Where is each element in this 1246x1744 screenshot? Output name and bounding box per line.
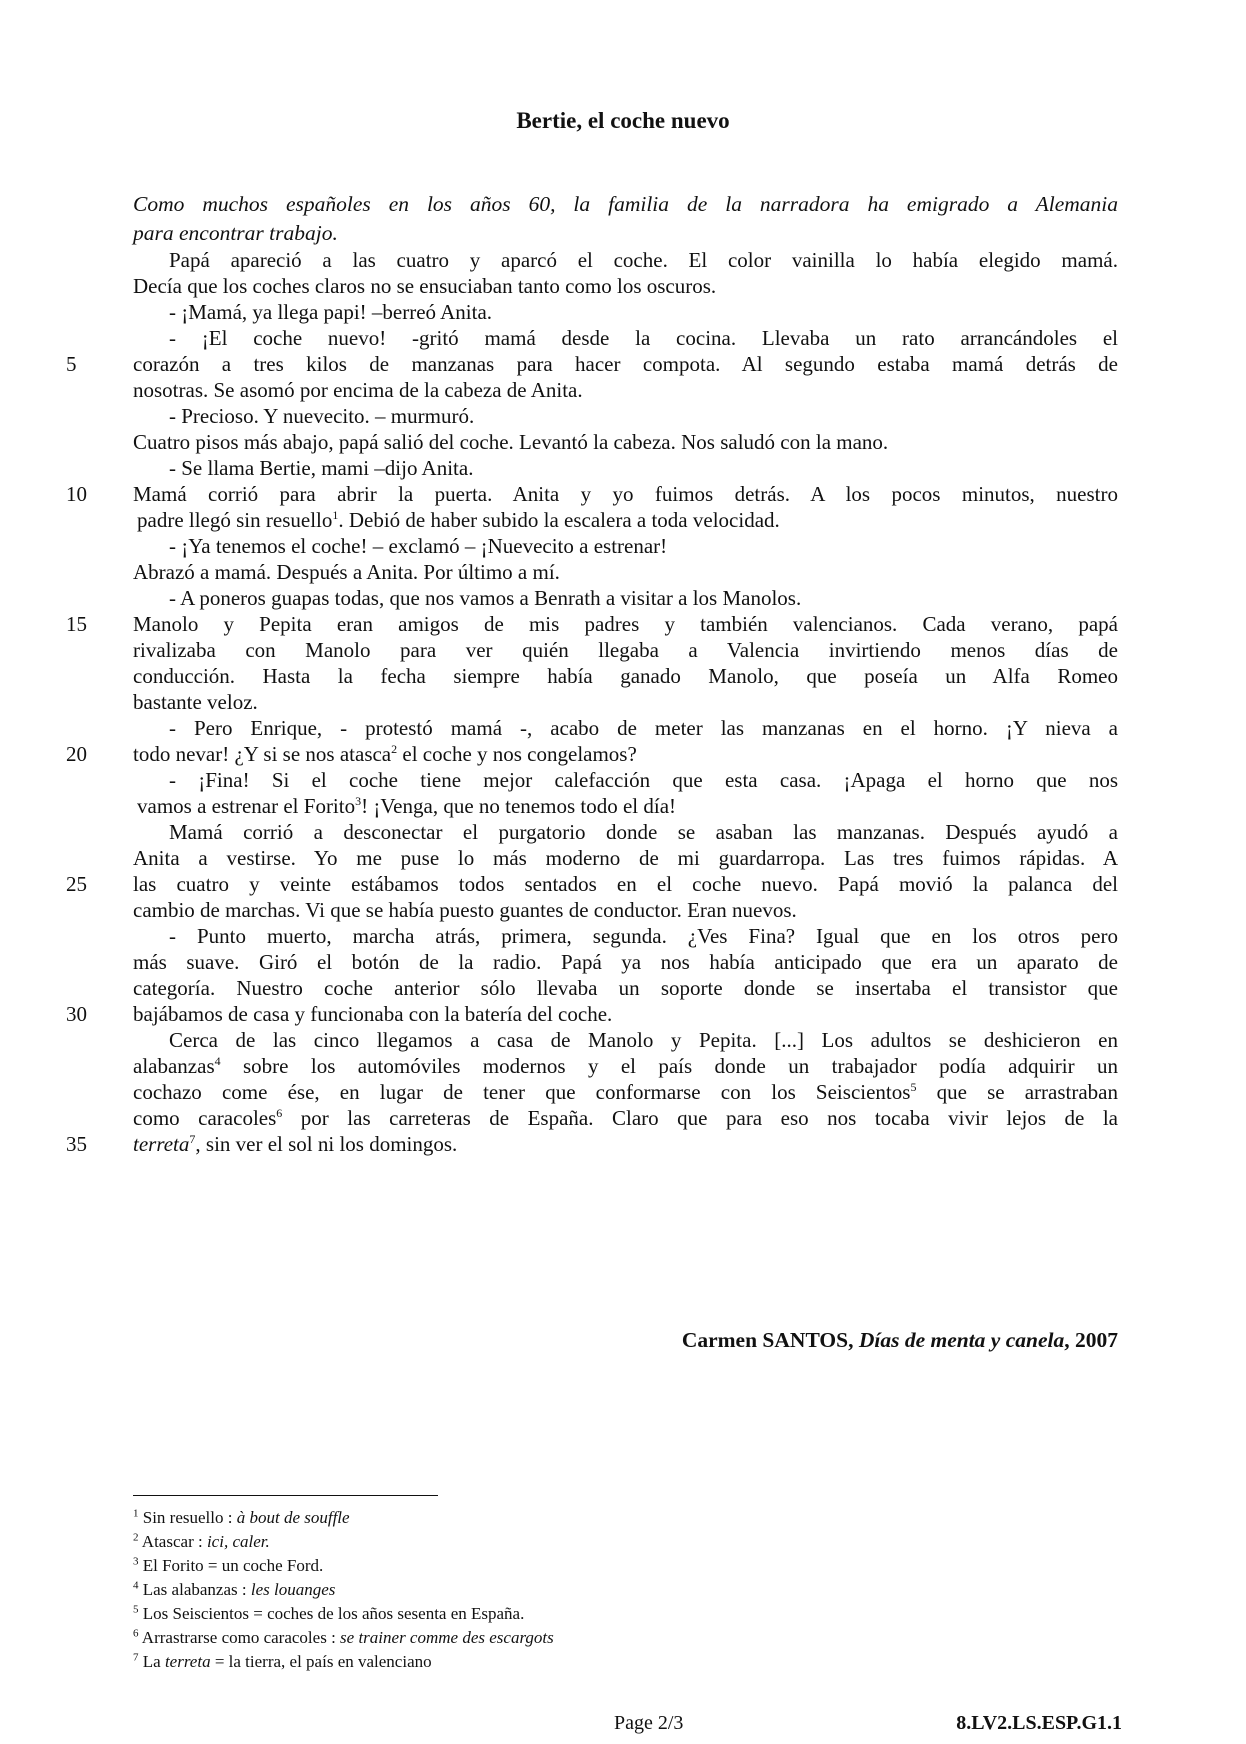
attribution xyxy=(682,1328,1118,1353)
footnote-translation: les louanges xyxy=(250,1580,336,1599)
footnote-number: 4 xyxy=(133,1579,139,1592)
body-line: las cuatro y veinte estábamos todos sentados en el coche nuevo. Papá movió la palanca del xyxy=(133,872,1118,896)
body-text: sobre los automóviles modernos y el país donde un trabajador podía adquirir un xyxy=(220,1054,1118,1078)
body-line: corazón a tres kilos de manzanas para hacer compota. Al segundo estaba mamá detrás de xyxy=(133,352,1118,376)
footnote-number: 3 xyxy=(133,1555,139,1568)
footnote-number: 2 xyxy=(133,1531,139,1544)
body-text: todo nevar! ¿Y si se nos atasca xyxy=(133,742,392,766)
body-line: - Pero Enrique, - protestó mamá -, acabo de meter las manzanas en el horno. ¡Y nieva a xyxy=(169,716,1118,740)
footnote xyxy=(133,1530,833,1554)
body-text: por las carreteras de España. Claro que para eso nos tocaba vivir lejos de la xyxy=(282,1106,1118,1130)
footnote xyxy=(133,1506,833,1530)
footnote-number: 6 xyxy=(133,1627,139,1640)
footnote-number: 7 xyxy=(133,1651,139,1664)
body-line: nosotras. Se asomó por encima de la cabeza de Anita. xyxy=(133,378,583,402)
body-line: Decía que los coches claros no se ensuciaban tanto como los oscuros. xyxy=(133,274,717,298)
body-line: cambio de marchas. Vi que se había puesto guantes de conductor. Eran nuevos. xyxy=(133,898,797,922)
footnote-translation: à bout de souffle xyxy=(236,1508,350,1527)
intro-line: Como muchos españoles en los años 60, la familia de la narradora ha emigrado a Alemania xyxy=(133,192,1118,216)
body-line: Manolo y Pepita eran amigos de mis padres y también valencianos. Cada verano, papá xyxy=(133,612,1118,636)
footnote-text: Atascar : xyxy=(138,1532,207,1551)
body-text: como caracoles xyxy=(133,1106,277,1130)
footnote-text: Arrastrarse como caracoles : xyxy=(138,1628,341,1647)
body-line: - Precioso. Y nuevecito. – murmuró. xyxy=(169,404,475,428)
footnote xyxy=(133,1650,833,1674)
body-text: vamos a estrenar el Forito xyxy=(137,794,356,818)
body-line: - ¡El coche nuevo! -gritó mamá desde la cocina. Llevaba un rato arrancándoles el xyxy=(169,326,1118,350)
footnote xyxy=(133,1626,833,1650)
body-text: alabanzas xyxy=(133,1054,215,1078)
body-text: que se arrastraban xyxy=(916,1080,1118,1104)
footnote-ref: 1 xyxy=(332,508,339,522)
footnote-term: terreta xyxy=(164,1652,211,1671)
body-line: bastante veloz. xyxy=(133,690,258,714)
body-line: Mamá corrió para abrir la puerta. Anita y yo fuimos detrás. A los pocos minutos, nuestro xyxy=(133,482,1118,506)
line-number: 25 xyxy=(66,872,87,896)
body-line: rivalizaba con Manolo para ver quién llegaba a Valencia invirtiendo menos días de xyxy=(133,638,1118,662)
body-text: padre llegó sin resuello xyxy=(137,508,333,532)
body-text: ! ¡Venga, que no tenemos todo el día! xyxy=(361,794,677,818)
intro-paragraph xyxy=(133,190,1118,248)
line-number: 30 xyxy=(66,1002,87,1026)
footnote-number: 5 xyxy=(133,1603,139,1616)
body-line: - ¡Ya tenemos el coche! – exclamó – ¡Nuevecito a estrenar! xyxy=(169,534,668,558)
footnote-ref: 4 xyxy=(214,1054,221,1068)
footnote-number: 1 xyxy=(133,1507,139,1520)
footnote-divider xyxy=(133,1495,438,1496)
body-text: terreta xyxy=(133,1132,190,1156)
body-line: - Punto muerto, marcha atrás, primera, segunda. ¿Ves Fina? Igual que en los otros pero xyxy=(169,924,1118,948)
document-title: Bertie, el coche nuevo xyxy=(516,108,730,133)
body-text: . Debió de haber subido la escalera a toda velocidad. xyxy=(338,508,780,532)
footnote-text: Las alabanzas : xyxy=(138,1580,251,1599)
body-line: Abrazó a mamá. Después a Anita. Por último a mí. xyxy=(133,560,560,584)
line-number: 20 xyxy=(66,742,87,766)
line-number: 5 xyxy=(66,352,77,376)
footnote xyxy=(133,1554,833,1578)
footnote-ref: 7 xyxy=(189,1132,196,1146)
footnote-ref: 6 xyxy=(276,1106,283,1120)
footnote-text: Sin resuello : xyxy=(138,1508,237,1527)
footnote-translation: se trainer comme des escargots xyxy=(340,1628,554,1647)
footnote xyxy=(133,1578,833,1602)
body-text: el coche y nos congelamos? xyxy=(397,742,637,766)
footnote-ref: 5 xyxy=(910,1080,917,1094)
body-line xyxy=(133,506,1122,535)
body-line: conducción. Hasta la fecha siempre había ganado Manolo, que poseía un Alfa Romeo xyxy=(133,664,1118,688)
body-line: Cuatro pisos más abajo, papá salió del coche. Levantó la cabeza. Nos saludó con la mano. xyxy=(133,430,889,454)
body-line: Anita a vestirse. Yo me puse lo más moderno de mi guardarropa. Las tres fuimos rápidas. A xyxy=(133,846,1118,870)
body-line xyxy=(133,1130,1118,1159)
author: Carmen SANTOS, xyxy=(681,1328,859,1352)
work-title: Días de menta y canela xyxy=(858,1328,1065,1352)
body-line xyxy=(133,1104,1118,1133)
body-line: - ¡Fina! Si el coche tiene mejor calefacción que esta casa. ¡Apaga el horno que nos xyxy=(169,768,1118,792)
line-number: 15 xyxy=(66,612,87,636)
body-line: categoría. Nuestro coche anterior sólo llevaba un soporte donde se insertaba el transistor que xyxy=(133,976,1118,1000)
body-line: más suave. Giró el botón de la radio. Papá ya nos había anticipado que era un aparato de xyxy=(133,950,1118,974)
body-line: bajábamos de casa y funcionaba con la batería del coche. xyxy=(133,1002,613,1026)
body-line: - Se llama Bertie, mami –dijo Anita. xyxy=(169,456,474,480)
intro-line: para encontrar trabajo. xyxy=(133,221,338,245)
body-text: cochazo come ése, en lugar de tener que conformarse con los Seiscientos xyxy=(133,1080,911,1104)
body-text: , sin ver el sol ni los domingos. xyxy=(195,1132,458,1156)
body-line: Cerca de las cinco llegamos a casa de Manolo y Pepita. [...] Los adultos se deshicieron en xyxy=(169,1028,1118,1052)
footnote-text: La xyxy=(138,1652,165,1671)
footnote-ref: 2 xyxy=(391,742,398,756)
line-number: 35 xyxy=(66,1132,87,1156)
body-line: Papá apareció a las cuatro y aparcó el coche. El color vainilla lo había elegido mamá. xyxy=(169,248,1118,272)
body-line: Mamá corrió a desconectar el purgatorio donde se asaban las manzanas. Después ayudó a xyxy=(169,820,1118,844)
body-line: - A poneros guapas todas, que nos vamos a Benrath a visitar a los Manolos. xyxy=(169,586,802,610)
footnote-text: Los Seiscientos = coches de los años sesenta en España. xyxy=(138,1604,525,1623)
footnote-translation: ici, caler. xyxy=(206,1532,270,1551)
page-number: Page 2/3 xyxy=(614,1712,684,1734)
footnote-ref: 3 xyxy=(355,794,362,808)
body-line xyxy=(133,1052,1118,1081)
footnote xyxy=(133,1602,833,1626)
footnote-text: = la tierra, el país en valenciano xyxy=(210,1652,432,1671)
body-line xyxy=(133,740,1118,769)
body-line xyxy=(133,1078,1118,1107)
footnote-text: El Forito = un coche Ford. xyxy=(138,1556,324,1575)
body-line xyxy=(133,792,1122,821)
year: , 2007 xyxy=(1064,1328,1118,1352)
line-number: 10 xyxy=(66,482,87,506)
body-line: - ¡Mamá, ya llega papi! –berreó Anita. xyxy=(169,300,493,324)
exam-code: 8.LV2.LS.ESP.G1.1 xyxy=(956,1712,1122,1734)
